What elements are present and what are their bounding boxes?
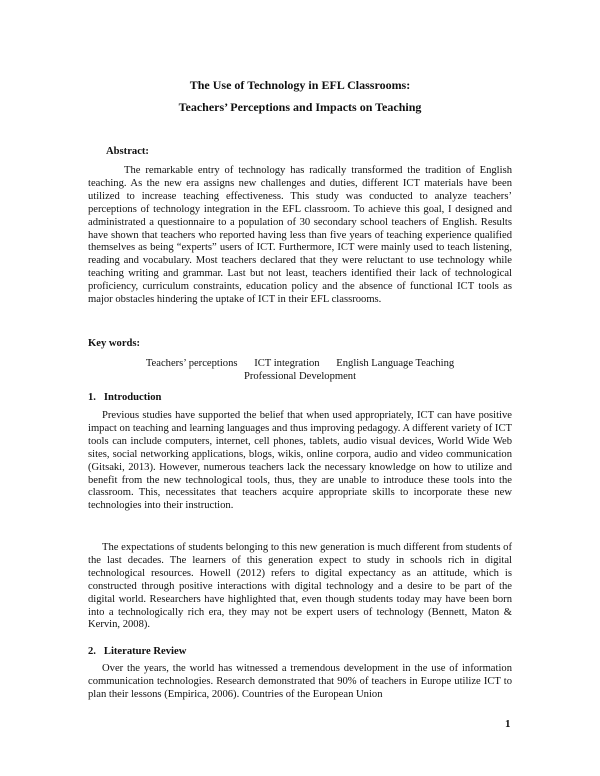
abstract-text: The remarkable entry of technology has radically transformed the tradition of English teaching. As the new era assigns new challenges and duties, different ICT materials have been utilized to increase teaching effectiveness. This study was conducted to analyze teachers’ perceptions of technology integration in the EFL classroom. To achieve this goal, I designed and administrated a questionnaire to a population of 30 secondary school teachers of English. Results have shown that teachers who reported having less than five years of teaching experience qualified themselves as being “experts” users of ICT. Furthermore, ICT were mainly used to teach listening, reading and vocabulary. Most teachers declared that they were reluctant to use technology while teaching writing and grammar. Last but not least, teachers identified their lack of technological proficiency, curriculum constraints, education policy and the absence of functional ICT tools as major obstacles hindering the uptake of ICT in their EFL classrooms.	[88, 165, 512, 306]
keyword-item: Teachers’ perceptions	[145, 358, 238, 369]
abstract-heading: Abstract:	[106, 146, 149, 157]
keyword-item: English Language Teaching	[336, 358, 455, 369]
section-heading-literature-review: 2. Literature Review	[88, 646, 187, 657]
keywords-list	[88, 357, 512, 383]
introduction-paragraph-2: The expectations of students belonging to this new generation is much different from students of the last decades. The learners of this generation expect to study in schools rich in digital technological resources. Howell (2012) refers to digital expectancy as an attitude, which is constructed through positive interactions with digital technology and a desire to be part of the digital world. Researchers have highlighted that, even though students today may have been born into a technologically rich era, they may not be expert users of technology (Bennett, Maton & Kervin, 2008).	[88, 542, 512, 631]
introduction-paragraph-1: Previous studies have supported the belief that when used appropriately, ICT can have positive impact on teaching and learning languages and thus improving pedagogy. A different variety of ICT tools can include computers, internet, cell phones, tablets, audio visual devices, World Wide Web sites, social networking applications, blogs, wikis, online corpora, audio and video communication (Gitsaki, 2013). However, numerous teachers lack the necessary knowledge on how to utilize and benefit from the new technological tools, thus, they are unable to introduce these tools into the classroom. This, necessitates that teachers acquire appropriate skills to incorporate these new technologies into their instruction.	[88, 410, 512, 512]
paper-title-line-1: The Use of Technology in EFL Classrooms:	[189, 78, 411, 92]
literature-review-paragraph-1: Over the years, the world has witnessed a tremendous development in the use of information communication technologies. Research demonstrated that 90% of teachers in Europe utilize ICT to plan their lessons (Empirica, 2006). Countries of the European Union	[88, 663, 512, 700]
keywords-heading: Key words:	[88, 338, 141, 349]
keyword-item: ICT integration	[254, 358, 320, 369]
paper-title-line-2: Teachers’ Perceptions and Impacts on Teaching	[178, 100, 422, 114]
keyword-item: Professional Development	[243, 371, 357, 382]
section-heading-introduction: 1. Introduction	[88, 392, 162, 403]
page-number: 1	[505, 718, 511, 730]
